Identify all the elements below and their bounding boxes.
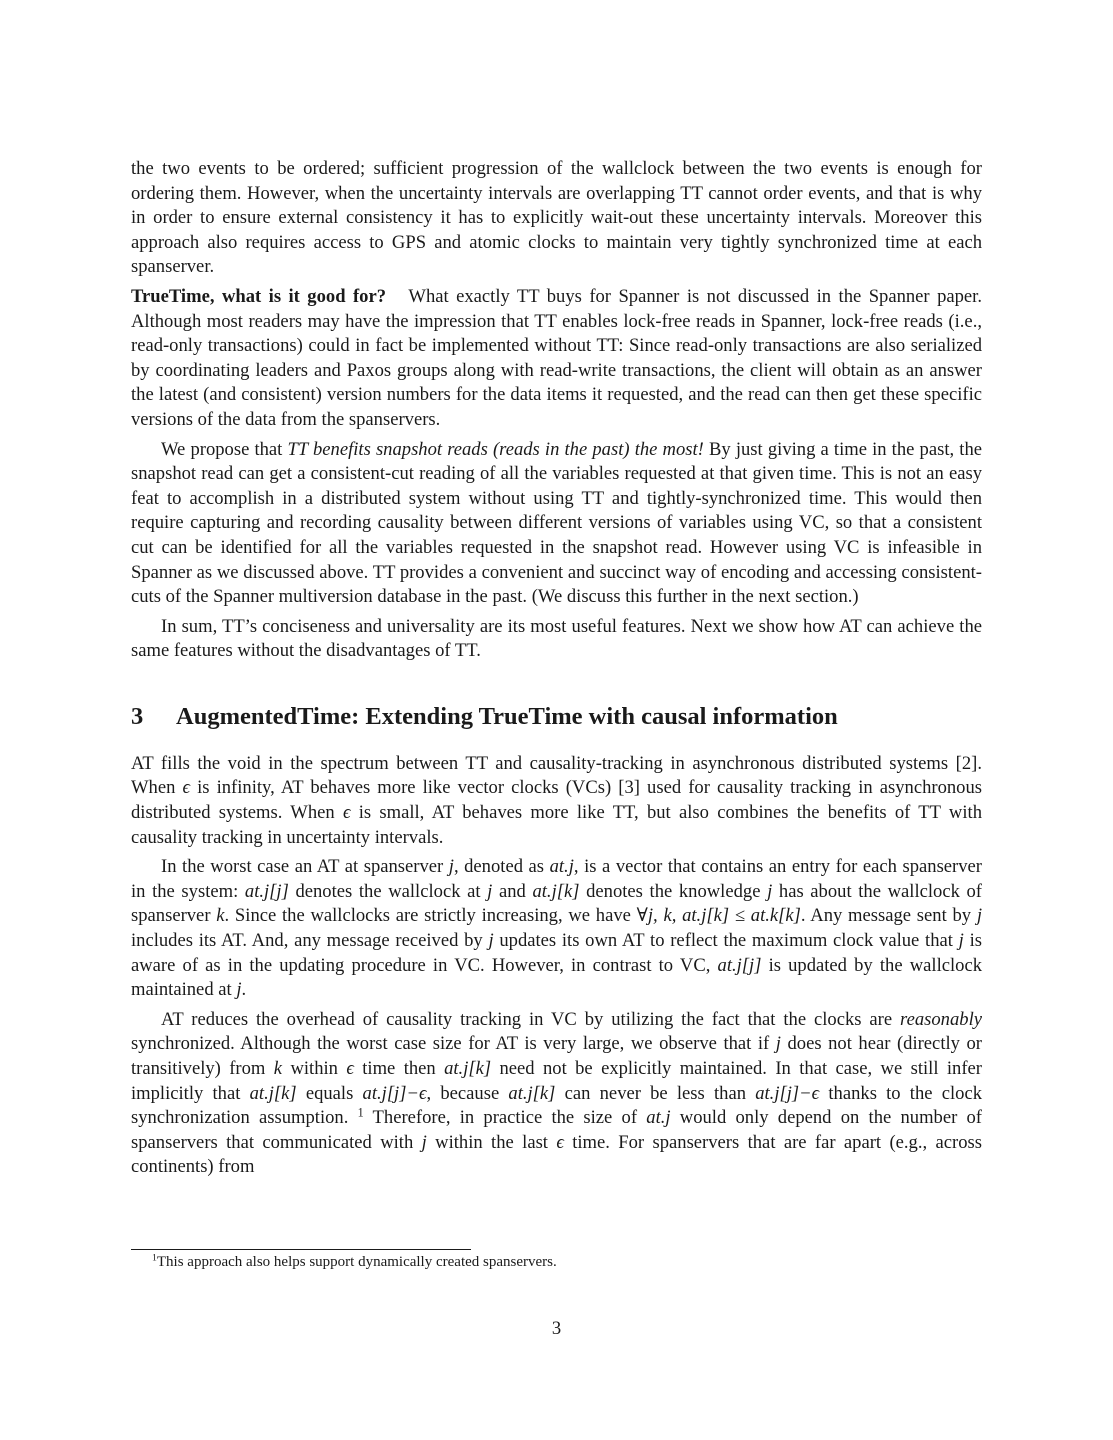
paragraph-worst-case (131, 855, 982, 1003)
math-inline: at.j[j] (717, 954, 762, 976)
math-inline: j (448, 856, 454, 878)
section-title: AugmentedTime: Extending TrueTime with causal information (176, 702, 838, 730)
math-inline: at.j[k] (444, 1058, 492, 1079)
paragraph-text: within (282, 1058, 347, 1079)
math-inline: ϵ (556, 1131, 564, 1153)
paragraph-text: has about the wallclock of spanserver (131, 880, 982, 927)
paragraph-snapshot-reads (131, 438, 982, 610)
paragraph-text: does not hear (directly or transitively) from (131, 1033, 982, 1079)
math-inline: j (958, 930, 964, 952)
math-inline: j (775, 1033, 781, 1055)
paragraph-in-sum: In sum, TT’s conciseness and universality are its most useful features. Next we show how AT can achieve the same features without the disadvantages of TT. (131, 615, 982, 662)
section-number: 3 (131, 702, 144, 730)
math-inline: at.j[k] (249, 1082, 297, 1104)
math-epsilon: ϵ (342, 802, 351, 824)
paragraph-text: What exactly TT buys for Spanner is not discussed in the Spanner paper. Although most readers may have the impression that TT enables lock-free reads in Spanner, lock-free reads (i.e., read-only transactions) could in fact be implemented without TT: Since read-only transactions are also serialized by coordinating leaders and Paxos groups along with read-write transactions, the client will obtain as an answer the latest (and consistent) version numbers for the data items it requested, and the read can then get these specific versions of the data from the spanservers. (131, 285, 982, 430)
math-inline: j (236, 979, 242, 1001)
paragraph-text: is updated by the wallclock maintained at (131, 954, 982, 1001)
math-inline: at.j[j]−ϵ (362, 1082, 427, 1104)
footnote-reference[interactable]: 1 (357, 1105, 364, 1120)
footnote-text: This approach also helps support dynamically created spanservers. (156, 1254, 557, 1270)
paragraph-text: thanks to the clock synchronization assumption. (131, 1082, 982, 1129)
paragraph-at-fills-void (131, 752, 982, 850)
paragraph-text: time then (353, 1058, 445, 1079)
paragraph-text: synchronized. Although the worst case size for AT is very large, we observe that if (131, 1033, 776, 1055)
math-inline: k (273, 1058, 283, 1079)
run-in-heading: TrueTime, what is it good for? (131, 285, 387, 307)
math-inline: at.j (646, 1107, 671, 1129)
paragraph-truetime-good-for (131, 285, 982, 433)
paragraph-text: , denoted as (453, 856, 550, 878)
paragraph-text: denotes the knowledge (579, 880, 768, 902)
math-inline: j (421, 1131, 427, 1153)
math-inline: ∀j, k, at.j[k] ≤ at.k[k] (636, 905, 801, 927)
paragraph-text: and (492, 880, 533, 902)
footnote-mark: 1 (152, 1252, 157, 1264)
page-number: 3 (551, 1318, 562, 1339)
math-inline: k (216, 905, 225, 927)
paragraph-text: , because (426, 1082, 509, 1104)
paragraph-text: equals (296, 1082, 363, 1104)
math-epsilon: ϵ (182, 777, 190, 799)
section-heading (131, 702, 982, 732)
math-inline: ϵ (346, 1058, 354, 1079)
math-inline: at.j[k] (532, 880, 580, 902)
paragraph-text: is small, AT behaves more like TT, but also combines the benefits of TT with causality tracking in uncertainty intervals. (131, 802, 982, 848)
math-inline: j (488, 930, 494, 952)
paragraph-text: By just giving a time in the past, the snapshot read can get a consistent-cut reading of all the variables requested at that given time. This is not an easy feat to accomplish in a distributed system without using TT and tightly-synchronized time. This would then require capturing and recording causality between different versions of variables using VC, so that a consistent cut can be identified for all the variables requested in the snapshot read. However using VC is infeasible in Spanner as we discussed above. TT provides a convenient and succinct way of encoding and accessing consistent-cuts of the Spanner multiversion database in the past. (We discuss this further in the next section.) (131, 438, 982, 608)
math-inline: at.j (549, 856, 574, 878)
paragraph-text: AT reduces the overhead of causality tracking in VC by utilizing the fact that the clocks are (161, 1008, 901, 1030)
footnote (152, 1253, 852, 1271)
math-inline: at.j[k] (508, 1082, 556, 1104)
math-inline: j (487, 880, 493, 902)
paragraph-text: within the last (426, 1131, 557, 1153)
math-inline: at.j[j] (244, 880, 289, 902)
paragraph-text: . (241, 979, 247, 1001)
paragraph-text: AT fills the void in the spectrum between TT and causality-tracking in asynchronous distributed systems [2]. When (131, 752, 982, 799)
footnote-divider (131, 1249, 471, 1250)
paragraph-text: time. For spanservers that are far apart (e.g., across continents) from (131, 1131, 982, 1178)
emphasis-text: reasonably (900, 1008, 982, 1030)
paragraph-at-reduces-overhead (131, 1008, 982, 1180)
paper-page (131, 157, 982, 1180)
paragraph-text: , is a vector that contains an entry for each spanserver in the system: (131, 856, 982, 902)
paragraph-text: can never be less than (555, 1082, 756, 1104)
paragraph-text: . Any message sent by (800, 905, 977, 927)
math-inline: j (976, 905, 983, 927)
paragraph-text: is aware of as in the updating procedure in VC. However, in contrast to VC, (131, 930, 982, 976)
paragraph-text: would only depend on the number of spanservers that communicated with (131, 1107, 982, 1153)
paragraph-text: need not be explicitly maintained. In that case, we still infer implicitly that (131, 1058, 982, 1104)
math-inline: at.j[j]−ϵ (755, 1082, 820, 1104)
paragraph-text: In the worst case an AT at spanserver (161, 856, 449, 878)
paragraph-text: is infinity, AT behaves more like vector clocks (VCs) [3] used for causality tracking in asynchronous distributed systems. When (131, 777, 982, 824)
paragraph-text: . Since the wallclocks are strictly increasing, we have (224, 905, 637, 927)
math-inline: j (767, 880, 773, 902)
paragraph-text: updates its own AT to reflect the maximum clock value that (493, 930, 959, 952)
paragraph-text: includes its AT. And, any message received by (131, 930, 489, 952)
paragraph-text: We propose that (161, 438, 288, 460)
paragraph-text: Therefore, in practice the size of (363, 1107, 647, 1129)
paragraph-tt-ordering: the two events to be ordered; sufficient progression of the wallclock between the two events is enough for ordering them. However, when the uncertainty intervals are overlapping TT cannot order events, and that is why in order to ensure external consistency it has to explicitly wait-out these uncertainty intervals. Moreover this approach also requires access to GPS and atomic clocks to maintain very tightly synchronized time at each spanserver. (131, 158, 982, 278)
paragraph-text: denotes the wallclock at (288, 880, 488, 902)
emphasis-text: TT benefits snapshot reads (reads in the past) the most! (287, 438, 704, 460)
